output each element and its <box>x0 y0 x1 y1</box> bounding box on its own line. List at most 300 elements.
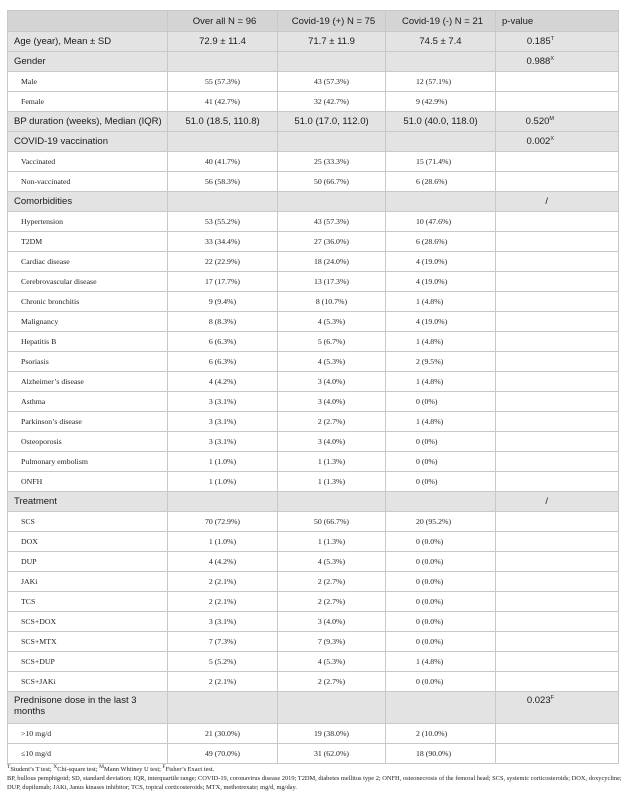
covid-positive-value <box>278 472 386 492</box>
covid-negative-value <box>386 452 496 472</box>
row-label <box>8 452 168 472</box>
p-value <box>496 332 619 352</box>
section-row <box>8 692 619 724</box>
p-value <box>496 252 619 272</box>
table-footnote <box>7 765 627 792</box>
covid-positive-value <box>278 432 386 452</box>
table-row <box>8 572 619 592</box>
overall-value <box>168 452 278 472</box>
covid-negative-value <box>386 672 496 692</box>
row-label-text: Pulmonary embolism <box>21 457 88 466</box>
overall-value <box>168 492 278 512</box>
overall-value <box>168 292 278 312</box>
covid-negative-value-text: 1 (4.8%) <box>416 417 444 426</box>
covid-negative-value <box>386 692 496 724</box>
row-label <box>8 652 168 672</box>
overall-value-text: 1 (1.0%) <box>208 477 237 486</box>
overall-value-text: 6 (6.3%) <box>208 337 237 346</box>
covid-positive-value <box>278 112 386 132</box>
covid-positive-value <box>278 232 386 252</box>
row-label <box>8 532 168 552</box>
covid-positive-value-text: 4 (5.3%) <box>317 357 346 366</box>
covid-negative-value <box>386 652 496 672</box>
row-label <box>8 724 168 744</box>
covid-negative-value <box>386 232 496 252</box>
row-label <box>8 412 168 432</box>
covid-positive-value-text: 7 (9.3%) <box>317 637 346 646</box>
covid-negative-value <box>386 132 496 152</box>
covid-negative-value <box>386 312 496 332</box>
p-value <box>496 472 619 492</box>
p-value <box>496 612 619 632</box>
overall-value <box>168 232 278 252</box>
baseline-characteristics-table <box>7 10 619 764</box>
row-label <box>8 312 168 332</box>
overall-value <box>168 672 278 692</box>
baseline-characteristics-table-container <box>7 10 618 764</box>
covid-positive-value <box>278 172 386 192</box>
overall-value-text: 3 (3.1%) <box>208 397 237 406</box>
covid-positive-value <box>278 312 386 332</box>
covid-positive-value-text: 25 (33.3%) <box>313 157 350 166</box>
row-label <box>8 672 168 692</box>
covid-positive-value-text: 50 (66.7%) <box>313 517 350 526</box>
table-row <box>8 412 619 432</box>
p-value <box>496 724 619 744</box>
p-value-text: 0.002 <box>526 136 551 147</box>
overall-value <box>168 352 278 372</box>
covid-positive-value <box>278 272 386 292</box>
covid-negative-value-text: 0 (0%) <box>416 437 438 446</box>
footnote-abbreviations: BP, bullous pemphigoid; SD, standard deviation; IQR, interquartile range; COVID-19, coronavirus disease 2019; T2DM, diabetes mellitus type 2; ONFH, osteonecrosis of the femoral head; SCS, systemic corticosteroids; DOX, doxycycline; DUP, dupilumab; JAKi, Janus kinases inhibitor; TCS, topical corticosteroids; MTX, methotrexate; mg/d, mg/day. <box>7 775 622 791</box>
covid-positive-value <box>278 92 386 112</box>
row-label-text: SCS+DOX <box>21 617 57 626</box>
row-label <box>8 172 168 192</box>
row-label-text: Vaccinated <box>21 157 56 166</box>
footnote-test-x: $^X$Chi-square test; <box>53 763 100 773</box>
overall-value <box>168 72 278 92</box>
row-label-text: Non-vaccinated <box>21 177 71 186</box>
covid-positive-value-text: 5 (6.7%) <box>317 337 346 346</box>
p-value-text: 0.520 <box>525 116 550 127</box>
covid-negative-value-text: 1 (4.8%) <box>416 337 444 346</box>
overall-value-text: 2 (2.1%) <box>208 577 237 586</box>
p-value <box>496 32 619 52</box>
p-value <box>496 692 619 724</box>
p-value <box>496 392 619 412</box>
table-row <box>8 72 619 92</box>
covid-negative-value-text: 0 (0%) <box>416 477 438 486</box>
covid-negative-value-text: 2 (9.5%) <box>416 357 444 366</box>
row-label <box>8 332 168 352</box>
covid-positive-value-text: 2 (2.7%) <box>317 597 346 606</box>
footnote-test-t: $^T$Student’s T test; <box>7 763 54 773</box>
header-overall: Over all N = 96 <box>168 11 278 32</box>
header-covid-negative: Covid-19 (-) N = 21 <box>386 11 496 32</box>
overall-value <box>168 252 278 272</box>
p-value <box>496 532 619 552</box>
section-row <box>8 492 619 512</box>
overall-value <box>168 724 278 744</box>
table-row <box>8 272 619 292</box>
covid-negative-value <box>386 212 496 232</box>
covid-positive-value-text: 3 (4.0%) <box>317 437 346 446</box>
covid-positive-value <box>278 572 386 592</box>
covid-positive-value <box>278 372 386 392</box>
row-label <box>8 612 168 632</box>
covid-positive-value-text: 2 (2.7%) <box>317 677 346 686</box>
row-label <box>8 632 168 652</box>
row-label-text: BP duration (weeks), Median (IQR) <box>14 116 162 127</box>
row-label-text: Gender <box>14 56 46 67</box>
row-label-text: Chronic bronchitis <box>21 297 80 306</box>
covid-positive-value <box>278 632 386 652</box>
overall-value-text: 49 (70.0%) <box>204 749 241 758</box>
row-label-text: ≤10 mg/d <box>21 749 52 758</box>
row-label <box>8 352 168 372</box>
covid-negative-value-text: 74.5 ± 7.4 <box>419 36 462 47</box>
covid-positive-value <box>278 52 386 72</box>
table-row <box>8 352 619 372</box>
covid-positive-value-text: 3 (4.0%) <box>317 397 346 406</box>
covid-positive-value <box>278 512 386 532</box>
covid-negative-value-text: 1 (4.8%) <box>416 377 444 386</box>
table-row <box>8 724 619 744</box>
covid-positive-value <box>278 292 386 312</box>
table-row <box>8 332 619 352</box>
covid-negative-value <box>386 472 496 492</box>
table-row <box>8 252 619 272</box>
covid-negative-value <box>386 52 496 72</box>
section-row <box>8 112 619 132</box>
overall-value <box>168 412 278 432</box>
covid-negative-value <box>386 352 496 372</box>
p-value <box>496 372 619 392</box>
footnote-test-m: $^M$Mann Whitney U test; <box>99 763 163 773</box>
overall-value-text: 2 (2.1%) <box>208 597 237 606</box>
covid-negative-value <box>386 572 496 592</box>
p-value <box>496 672 619 692</box>
row-label-text: Age (year), Mean ± SD <box>14 36 112 47</box>
header-row <box>8 11 619 32</box>
covid-negative-value-text: 0 (0.0%) <box>416 637 444 646</box>
overall-value <box>168 152 278 172</box>
p-value <box>496 592 619 612</box>
covid-negative-value-text: 12 (57.1%) <box>416 77 452 86</box>
covid-positive-value-text: 1 (1.3%) <box>317 457 346 466</box>
row-label <box>8 112 168 132</box>
covid-negative-value <box>386 272 496 292</box>
overall-value <box>168 472 278 492</box>
covid-positive-value <box>278 252 386 272</box>
covid-negative-value-text: 0 (0.0%) <box>416 537 444 546</box>
overall-value-text: 22 (22.9%) <box>204 257 241 266</box>
section-row <box>8 132 619 152</box>
p-value <box>496 492 619 512</box>
covid-negative-value-text: 0 (0.0%) <box>416 597 444 606</box>
test-marker: T <box>550 35 554 42</box>
overall-value <box>168 532 278 552</box>
table-row <box>8 512 619 532</box>
test-marker: F <box>550 694 554 701</box>
table-row <box>8 552 619 572</box>
row-label-text: JAKi <box>21 577 38 586</box>
covid-positive-value <box>278 612 386 632</box>
p-value <box>496 232 619 252</box>
covid-negative-value-text: 0 (0%) <box>416 457 438 466</box>
row-label <box>8 252 168 272</box>
section-row <box>8 192 619 212</box>
overall-value-text: 3 (3.1%) <box>208 617 237 626</box>
covid-negative-value-text: 0 (0.0%) <box>416 617 444 626</box>
row-label <box>8 212 168 232</box>
covid-negative-value-text: 51.0 (40.0, 118.0) <box>403 116 478 127</box>
header-covid-positive: Covid-19 (+) N = 75 <box>278 11 386 32</box>
overall-value <box>168 632 278 652</box>
covid-negative-value-text: 15 (71.4%) <box>416 157 452 166</box>
table-row <box>8 672 619 692</box>
covid-positive-value-text: 31 (62.0%) <box>313 749 350 758</box>
covid-positive-value <box>278 412 386 432</box>
row-label-text: Psoriasis <box>21 357 49 366</box>
p-value <box>496 172 619 192</box>
overall-value <box>168 552 278 572</box>
covid-negative-value <box>386 172 496 192</box>
covid-negative-value-text: 10 (47.6%) <box>416 217 452 226</box>
covid-positive-value <box>278 692 386 724</box>
p-value <box>496 744 619 764</box>
overall-value-text: 70 (72.9%) <box>204 517 241 526</box>
covid-negative-value <box>386 412 496 432</box>
covid-negative-value <box>386 744 496 764</box>
p-value <box>496 552 619 572</box>
overall-value <box>168 332 278 352</box>
covid-positive-value-text: 1 (1.3%) <box>317 477 346 486</box>
footnote-tests <box>7 765 627 774</box>
p-value <box>496 352 619 372</box>
covid-negative-value <box>386 612 496 632</box>
covid-negative-value <box>386 532 496 552</box>
p-value <box>496 652 619 672</box>
row-label <box>8 432 168 452</box>
overall-value-text: 3 (3.1%) <box>208 417 237 426</box>
covid-negative-value <box>386 332 496 352</box>
covid-positive-value <box>278 672 386 692</box>
overall-value-text: 41 (42.7%) <box>204 97 241 106</box>
table-row <box>8 232 619 252</box>
p-value-text: / <box>545 496 548 507</box>
covid-positive-value <box>278 352 386 372</box>
footnote-test-f: $^F$Fisher’s Exact test. <box>162 763 215 773</box>
row-label-text: Treatment <box>14 496 57 507</box>
row-label-text: SCS <box>21 517 35 526</box>
overall-value <box>168 372 278 392</box>
covid-negative-value-text: 18 (90.0%) <box>416 749 452 758</box>
covid-positive-value-text: 71.7 ± 11.9 <box>308 36 355 47</box>
row-label-text: T2DM <box>21 237 43 246</box>
p-value <box>496 92 619 112</box>
covid-negative-value <box>386 632 496 652</box>
covid-negative-value-text: 0 (0.0%) <box>416 577 444 586</box>
covid-positive-value <box>278 152 386 172</box>
covid-positive-value <box>278 192 386 212</box>
row-label <box>8 372 168 392</box>
table-row <box>8 372 619 392</box>
overall-value <box>168 52 278 72</box>
covid-negative-value-text: 0 (0.0%) <box>416 677 444 686</box>
covid-negative-value-text: 4 (19.0%) <box>416 317 448 326</box>
row-label <box>8 692 168 724</box>
table-row <box>8 652 619 672</box>
row-label <box>8 52 168 72</box>
row-label-text: >10 mg/d <box>21 729 52 738</box>
overall-value-text: 21 (30.0%) <box>204 729 241 738</box>
covid-negative-value <box>386 512 496 532</box>
overall-value-text: 53 (55.2%) <box>204 217 241 226</box>
overall-value-text: 4 (4.2%) <box>208 377 237 386</box>
overall-value-text: 51.0 (18.5, 110.8) <box>185 116 260 127</box>
row-label <box>8 472 168 492</box>
section-row <box>8 32 619 52</box>
p-value <box>496 452 619 472</box>
header-label-cell <box>8 11 168 32</box>
covid-positive-value <box>278 724 386 744</box>
row-label <box>8 744 168 764</box>
table-row <box>8 432 619 452</box>
covid-negative-value-text: 0 (0.0%) <box>416 557 444 566</box>
row-label-text: Cardiac disease <box>21 257 70 266</box>
overall-value-text: 40 (41.7%) <box>204 157 241 166</box>
table-row <box>8 92 619 112</box>
covid-positive-value <box>278 652 386 672</box>
p-value <box>496 432 619 452</box>
covid-positive-value <box>278 32 386 52</box>
covid-positive-value-text: 3 (4.0%) <box>317 617 346 626</box>
row-label-text: Comorbidities <box>14 196 73 207</box>
p-value-text: / <box>545 196 548 207</box>
table-row <box>8 532 619 552</box>
row-label <box>8 132 168 152</box>
covid-positive-value-text: 3 (4.0%) <box>317 377 346 386</box>
covid-positive-value-text: 43 (57.3%) <box>313 217 350 226</box>
overall-value-text: 3 (3.1%) <box>208 437 237 446</box>
table-row <box>8 312 619 332</box>
overall-value <box>168 312 278 332</box>
covid-positive-value-text: 43 (57.3%) <box>313 77 350 86</box>
covid-positive-value-text: 32 (42.7%) <box>313 97 350 106</box>
p-value <box>496 132 619 152</box>
p-value <box>496 112 619 132</box>
covid-negative-value-text: 6 (28.6%) <box>416 237 448 246</box>
overall-value <box>168 192 278 212</box>
covid-positive-value <box>278 132 386 152</box>
covid-negative-value-text: 0 (0%) <box>416 397 438 406</box>
covid-negative-value-text: 2 (10.0%) <box>416 729 448 738</box>
overall-value-text: 7 (7.3%) <box>208 637 237 646</box>
overall-value <box>168 612 278 632</box>
table-header <box>8 11 619 32</box>
p-value-text: 0.185 <box>526 36 551 47</box>
row-label <box>8 492 168 512</box>
row-label <box>8 32 168 52</box>
covid-negative-value <box>386 252 496 272</box>
table-row <box>8 212 619 232</box>
covid-positive-value-text: 4 (5.3%) <box>317 557 346 566</box>
overall-value <box>168 172 278 192</box>
overall-value-text: 17 (17.7%) <box>204 277 241 286</box>
test-marker: X <box>550 135 554 142</box>
overall-value-text: 6 (6.3%) <box>208 357 237 366</box>
covid-positive-value <box>278 552 386 572</box>
covid-negative-value <box>386 432 496 452</box>
overall-value <box>168 132 278 152</box>
overall-value-text: 8 (8.3%) <box>208 317 237 326</box>
table-row <box>8 744 619 764</box>
covid-positive-value <box>278 744 386 764</box>
p-value <box>496 412 619 432</box>
row-label-text: Hypertension <box>21 217 64 226</box>
row-label-text: Female <box>21 97 44 106</box>
section-row <box>8 52 619 72</box>
p-value <box>496 292 619 312</box>
row-label-text: TCS <box>21 597 36 606</box>
row-label-text: Asthma <box>21 397 46 406</box>
covid-positive-value <box>278 592 386 612</box>
table-row <box>8 452 619 472</box>
row-label-text: Male <box>21 77 38 86</box>
covid-positive-value-text: 27 (36.0%) <box>313 237 350 246</box>
covid-negative-value <box>386 392 496 412</box>
overall-value <box>168 432 278 452</box>
covid-negative-value-text: 6 (28.6%) <box>416 177 448 186</box>
covid-positive-value-text: 1 (1.3%) <box>317 537 346 546</box>
table-row <box>8 472 619 492</box>
p-value <box>496 192 619 212</box>
covid-positive-value-text: 2 (2.7%) <box>317 417 346 426</box>
overall-value <box>168 692 278 724</box>
covid-negative-value <box>386 152 496 172</box>
p-value <box>496 52 619 72</box>
row-label-text: Cerebrovascular disease <box>21 277 97 286</box>
row-label-text: Malignancy <box>21 317 59 326</box>
covid-positive-value <box>278 492 386 512</box>
overall-value <box>168 32 278 52</box>
overall-value-text: 56 (58.3%) <box>204 177 241 186</box>
row-label <box>8 92 168 112</box>
covid-positive-value-text: 18 (24.0%) <box>313 257 350 266</box>
covid-positive-value <box>278 72 386 92</box>
row-label-text: Prednisone dose in the last 3 months <box>14 695 137 717</box>
overall-value <box>168 512 278 532</box>
covid-negative-value <box>386 724 496 744</box>
row-label <box>8 592 168 612</box>
overall-value <box>168 272 278 292</box>
overall-value-text: 33 (34.4%) <box>204 237 241 246</box>
covid-positive-value-text: 50 (66.7%) <box>313 177 350 186</box>
overall-value-text: 5 (5.2%) <box>208 657 237 666</box>
table-row <box>8 152 619 172</box>
covid-negative-value <box>386 292 496 312</box>
table-row <box>8 592 619 612</box>
test-marker: M <box>549 115 554 122</box>
row-label <box>8 232 168 252</box>
covid-negative-value-text: 9 (42.9%) <box>416 97 448 106</box>
covid-positive-value <box>278 452 386 472</box>
p-value <box>496 152 619 172</box>
row-label-text: SCS+DUP <box>21 657 55 666</box>
row-label-text: DOX <box>21 537 38 546</box>
overall-value-text: 2 (2.1%) <box>208 677 237 686</box>
